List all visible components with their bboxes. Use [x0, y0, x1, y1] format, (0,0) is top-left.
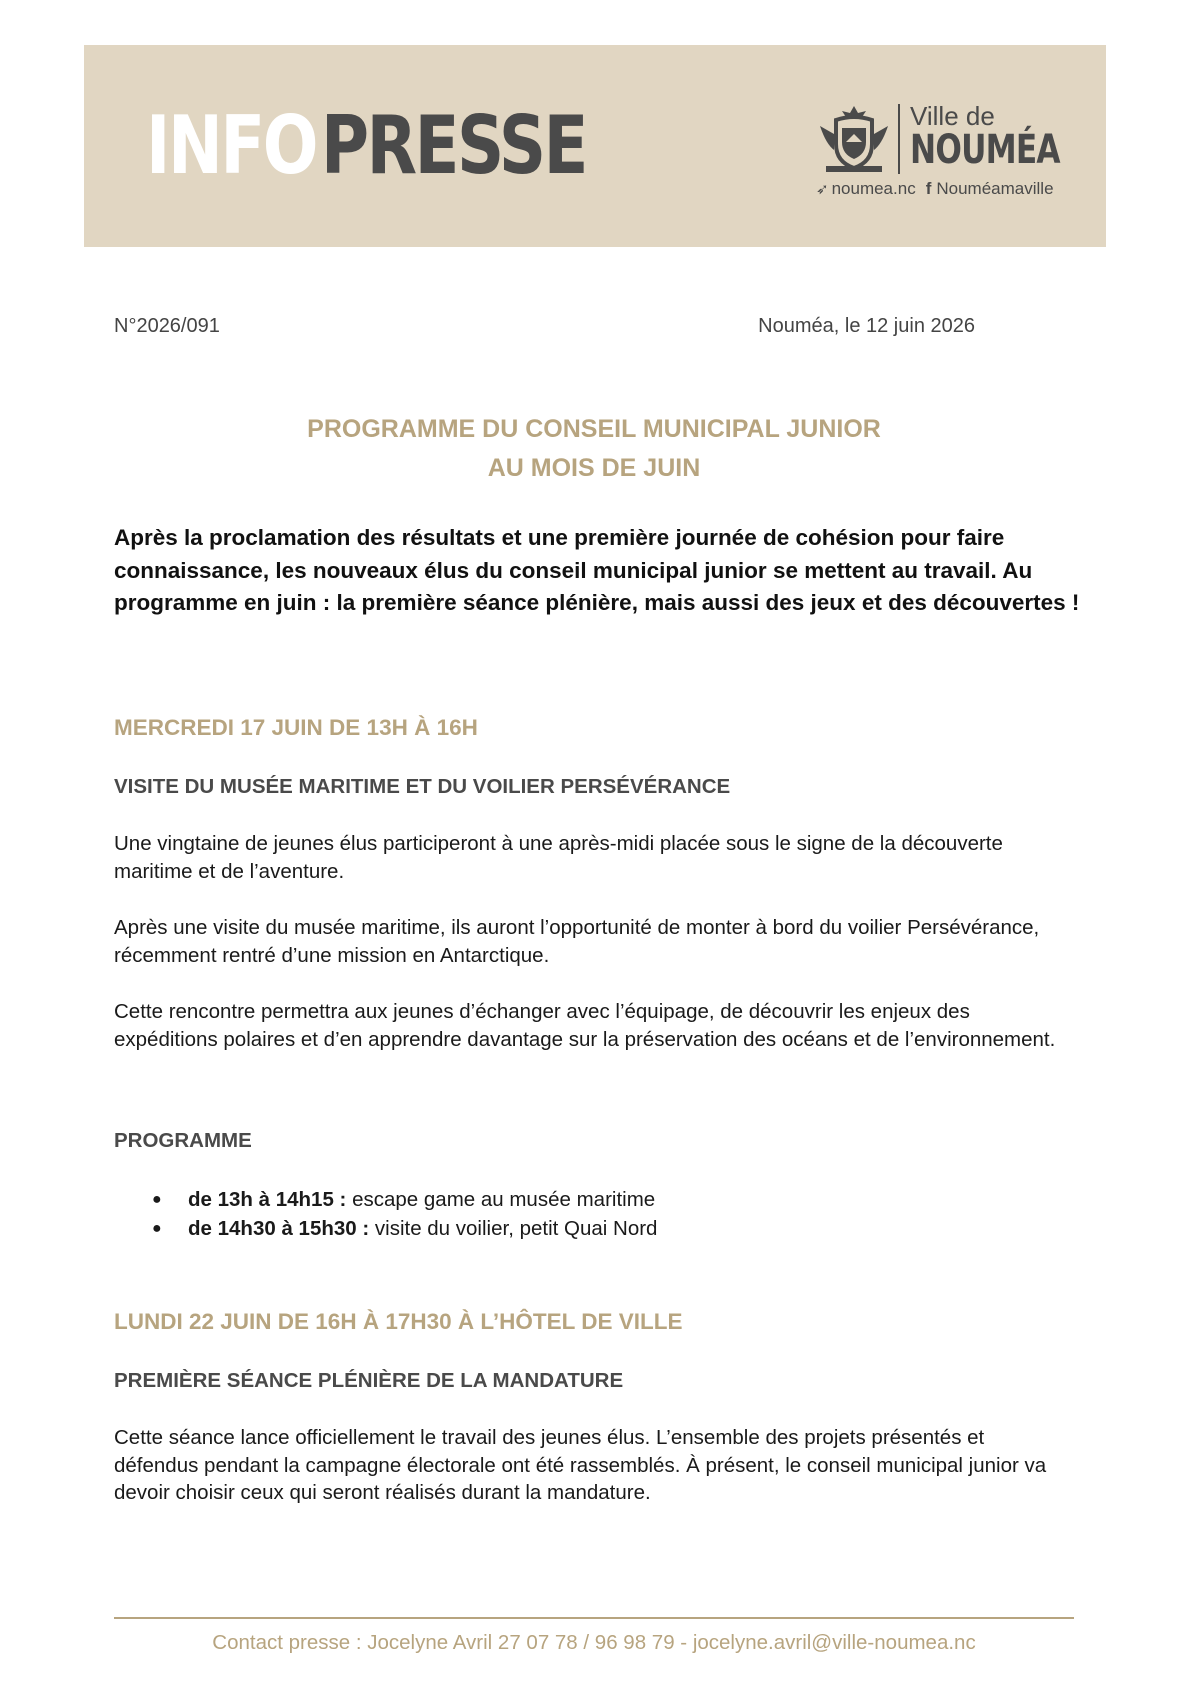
programme-activity: visite du voilier, petit Quai Nord [369, 1217, 658, 1240]
programme-heading: PROGRAMME [114, 1129, 252, 1152]
section-2-paragraph-1: Cette séance lance officiellement le travail des jeunes élus. L’ensemble des projets présentés et défendus pendant la campagne électorale ont été rassemblés. À présent, le conseil municipal junior va devoir choisir ceux qui seront réalisés durant la mandature. [114, 1426, 1047, 1504]
ville-noumea-logo [816, 101, 1060, 202]
programme-time: de 13h à 14h15 : [188, 1188, 347, 1211]
logo-divider [898, 104, 900, 174]
header-banner [84, 45, 1106, 247]
bullet-icon: ● [152, 1220, 162, 1237]
logo-ville-de: Ville de [910, 101, 995, 131]
section-2-heading: LUNDI 22 JUIN DE 16H À 17H30 À L’HÔTEL DE VILLE [114, 1309, 683, 1334]
document-title [114, 410, 1074, 488]
city-crest-icon [816, 104, 892, 174]
section-1-paragraph-2: Après une visite du musée maritime, ils auront l’opportunité de monter à bord du voilier Persévérance, récemment rentré d’une mission en Antarctique. [114, 916, 1040, 967]
programme-activity: escape game au musée maritime [346, 1188, 656, 1211]
section-2-subheading: PREMIÈRE SÉANCE PLÉNIÈRE DE LA MANDATURE [114, 1369, 624, 1392]
logo-social-line [816, 178, 1054, 201]
facebook-link[interactable]: Nouméamaville [936, 179, 1054, 198]
section-1-subheading: VISITE DU MUSÉE MARITIME ET DU VOILIER PERSÉVÉRANCE [114, 775, 731, 798]
list-item [114, 1185, 1014, 1214]
section-1-heading: MERCREDI 17 JUIN DE 13H À 16H [114, 715, 478, 740]
section-1-paragraph-1: Une vingtaine de jeunes élus participeront à une après-midi placée sous le signe de la découverte maritime et de l’aventure. [114, 832, 1003, 883]
brand-word-presse: PRESSE [320, 99, 586, 192]
logo-noumea: NOUMÉA [910, 127, 1060, 173]
press-reference-number: N°2026/091 [114, 315, 220, 337]
website-link[interactable]: noumea.nc [831, 179, 916, 198]
brand-word-info: INFO [146, 99, 317, 192]
title-line-1: PROGRAMME DU CONSEIL MUNICIPAL JUNIOR [307, 415, 881, 443]
programme-time: de 14h30 à 15h30 : [188, 1217, 370, 1240]
press-contact: Contact presse : Jocelyne Avril 27 07 78 / 96 98 79 - jocelyne.avril@ville-noumea.nc [212, 1631, 976, 1654]
programme-list [114, 1185, 1014, 1243]
section-1-paragraph-3: Cette rencontre permettra aux jeunes d’échanger avec l’équipage, de découvrir les enjeux des expéditions polaires et d’en apprendre davantage sur la préservation des océans et de l’environnement. [114, 1000, 1056, 1051]
title-line-2: AU MOIS DE JUIN [487, 454, 701, 482]
info-presse-brand [146, 99, 586, 192]
cursor-arrow-icon: ➶ [816, 181, 829, 198]
footer-divider [114, 1617, 1074, 1619]
bullet-icon: ● [152, 1191, 162, 1208]
press-date: Nouméa, le 12 juin 2026 [758, 315, 975, 337]
facebook-icon: f [925, 179, 932, 198]
list-item [114, 1214, 1014, 1243]
lead-paragraph: Après la proclamation des résultats et une première journée de cohésion pour faire connaissance, les nouveaux élus du conseil municipal junior se mettent au travail. Au programme en juin : la première séance plénière, mais aussi des jeux et des découvertes ! [114, 525, 1080, 615]
